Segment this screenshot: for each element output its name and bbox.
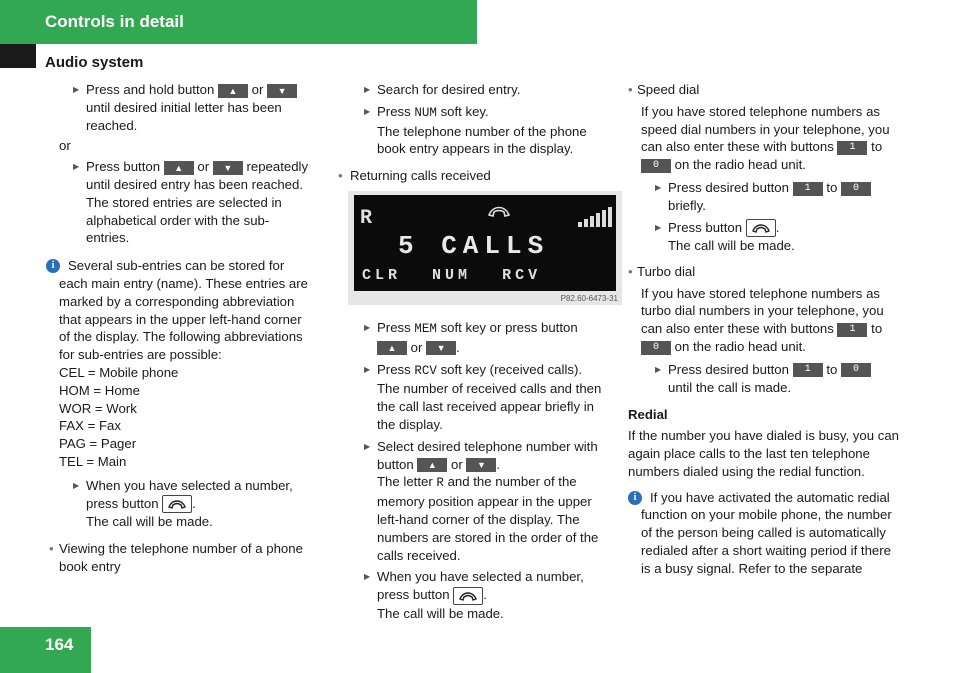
speed-dial-text: If you have stored telephone numbers as speed dial numbers in your telephone, you can also enter these with buttons 1 to 0 on the radio head unit. <box>641 103 890 173</box>
info-note-redial: i If you have activated the automatic redial function on your mobile phone, the number of the person being called is automatically redialed after a short waiting period if there is a busy signal. Refer to the separate <box>641 489 908 578</box>
step-press-speed-dial: ▶ Press desired button 1 to 0 briefly. <box>655 179 908 215</box>
step-press-rcv: ▶ Press RCV soft key (received calls). The number of received calls and then the call last received appear briefly in the display. <box>364 361 626 434</box>
down-key-icon: ▼ <box>213 161 243 175</box>
lcd-screen <box>354 195 616 291</box>
softkey-rcv: RCV <box>502 267 542 284</box>
key-1-icon: 1 <box>837 141 867 155</box>
bullet-returning-calls: • Returning calls received <box>338 167 626 185</box>
or-text: or <box>59 138 71 154</box>
key-0-icon: 0 <box>841 182 871 196</box>
lcd-softkeys <box>362 267 559 284</box>
up-key-icon: ▲ <box>218 84 248 98</box>
lcd-corner-letter: R <box>360 207 373 230</box>
chapter-title: Controls in detail <box>45 12 184 31</box>
softkey-num: NUM <box>432 267 472 284</box>
step-press-hold: ▶ Press and hold button ▲ or ▼ until desired initial letter has been reached. <box>73 81 327 134</box>
phone-handset-icon <box>486 203 512 219</box>
redial-heading: Redial <box>628 407 668 423</box>
step-press-turbo-dial: ▶ Press desired button 1 to 0 until the call is made. <box>655 361 908 397</box>
up-key-icon: ▲ <box>377 341 407 355</box>
step-press-mem: ▶ Press MEM soft key or press button ▲ or ▼ . <box>364 319 626 357</box>
up-key-icon: ▲ <box>164 161 194 175</box>
step-press-repeat: ▶ Press button ▲ or ▼ repeatedly until desired entry has been reached. The stored entries are selected in alphabetical order with the sub- entries. <box>73 158 327 247</box>
header-marker <box>0 44 36 68</box>
key-1-icon: 1 <box>837 323 867 337</box>
image-reference: P82.60-6473-31 <box>560 294 618 303</box>
section-title: Audio system <box>45 54 144 71</box>
up-key-icon: ▲ <box>417 458 447 472</box>
down-key-icon: ▼ <box>466 458 496 472</box>
key-0-icon: 0 <box>641 159 671 173</box>
softkey-clr: CLR <box>362 267 402 284</box>
column-3 <box>628 81 908 578</box>
lcd-main-text: 5 CALLS <box>398 231 550 261</box>
step-search: ▶ Search for desired entry. <box>364 81 626 99</box>
key-1-icon: 1 <box>793 363 823 377</box>
step-make-call: ▶ When you have selected a number, press button . The call will be made. <box>364 568 626 622</box>
info-icon: i <box>628 491 642 505</box>
step-press-num: ▶ Press NUM soft key. The telephone number of the phone book entry appears in the display. <box>364 103 626 158</box>
step-select-number: ▶ Select desired telephone number with button ▲ or ▼ . The letter R and the number of the memory position appear in the upper left-hand corner of the display. The numbers are stored in the order of the calls received. <box>364 438 626 565</box>
bullet-speed-dial: • Speed dial <box>628 81 908 99</box>
info-note-subentries: i Several sub-entries can be stored for each main entry (name). These entries are marked by a corresponding abbreviation that appears in the upper left-hand corner of the display. The following abbreviations for sub-entries are possible: <box>59 257 327 364</box>
abbreviation-list: CEL = Mobile phone HOM = Home WOR = Work FAX = Fax PAG = Pager TEL = Main <box>59 364 179 469</box>
column-2-lower <box>364 319 626 622</box>
radio-display-image <box>348 191 622 305</box>
down-key-icon: ▼ <box>267 84 297 98</box>
key-0-icon: 0 <box>641 341 671 355</box>
step-make-call: ▶ When you have selected a number, press button . The call will be made. <box>73 477 327 531</box>
key-0-icon: 0 <box>841 363 871 377</box>
down-key-icon: ▼ <box>426 341 456 355</box>
signal-strength-icon <box>578 207 614 227</box>
bullet-view-number: • Viewing the telephone number of a phone book entry <box>49 540 327 576</box>
step-press-call: ▶ Press button . The call will be made. <box>655 219 908 255</box>
column-2 <box>350 81 626 185</box>
turbo-dial-text: If you have stored telephone numbers as turbo dial numbers in your telephone, you can also enter these with buttons 1 to 0 on the radio head unit. <box>641 285 884 355</box>
info-icon: i <box>46 259 60 273</box>
phone-handset-icon <box>453 587 483 605</box>
redial-text: If the number you have dialed is busy, you can again place calls to the last ten telephone numbers dialed using the redial function. <box>628 428 899 479</box>
page-number: 164 <box>45 635 74 654</box>
phone-handset-icon <box>162 495 192 513</box>
bullet-turbo-dial: • Turbo dial <box>628 263 908 281</box>
column-1 <box>51 81 327 575</box>
key-1-icon: 1 <box>793 182 823 196</box>
phone-handset-icon <box>746 219 776 237</box>
